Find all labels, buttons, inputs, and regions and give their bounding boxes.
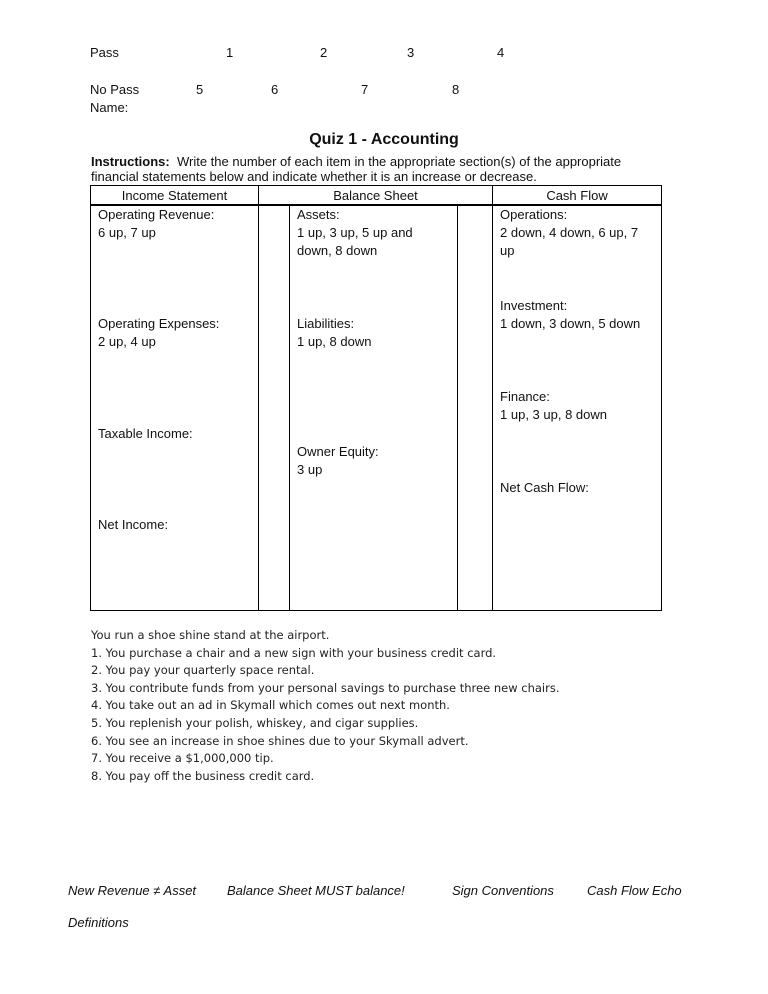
assets-label: Assets: [297, 207, 340, 222]
scenario-item-7: 7. You receive a $1,000,000 tip. [91, 751, 274, 766]
operating-expenses-label: Operating Expenses: [98, 316, 220, 331]
header-income-statement: Income Statement [91, 186, 259, 206]
finance-label: Finance: [500, 389, 550, 404]
nopass-number-7: 7 [361, 82, 369, 97]
scenario-intro: You run a shoe shine stand at the airport. [91, 628, 330, 642]
instructions-text: Write the number of each item in the appropriate section(s) of the appropriate financial statements below and indicate whether it is an increase or decrease. [91, 154, 622, 184]
scenario [91, 627, 560, 785]
scenario-item-4: 4. You take out an ad in Skymall which comes out next month. [91, 698, 450, 713]
cash-flow-cell [493, 205, 662, 611]
operations-value: 2 down, 4 down, 6 up, 7 up [500, 225, 639, 258]
scenario-item-8: 8. You pay off the business credit card. [91, 768, 315, 783]
footer-sign-conventions[interactable]: Sign Conventions [452, 883, 554, 898]
operating-expenses-value: 2 up, 4 up [98, 334, 156, 349]
balance-sheet-cell [290, 205, 458, 611]
scenario-item-1: 1. You purchase a chair and a new sign with your business credit card. [91, 645, 497, 660]
footer-balance-sheet[interactable]: Balance Sheet MUST balance! [227, 883, 405, 898]
income-statement-cell [91, 205, 259, 611]
quiz-title: Quiz 1 - Accounting [309, 131, 459, 148]
scenario-item-5: 5. You replenish your polish, whiskey, and cigar supplies. [91, 715, 419, 730]
owner-equity-label: Owner Equity: [297, 444, 379, 459]
pass-number-4: 4 [497, 45, 505, 60]
net-cash-flow-label: Net Cash Flow: [500, 480, 589, 495]
operating-revenue-label: Operating Revenue: [98, 207, 215, 222]
nopass-number-8: 8 [452, 82, 460, 97]
liabilities-value: 1 up, 8 down [297, 334, 372, 349]
instructions-label: Instructions: [91, 154, 170, 169]
scenario-item-6: 6. You see an increase in shoe shines due to your Skymall advert. [91, 733, 469, 748]
operations-label: Operations: [500, 207, 568, 222]
header-cash-flow: Cash Flow [493, 186, 662, 206]
pass-number-2: 2 [320, 45, 328, 60]
nopass-number-5: 5 [196, 82, 204, 97]
investment-value: 1 down, 3 down, 5 down [500, 316, 641, 331]
operating-revenue-value: 6 up, 7 up [98, 225, 156, 240]
scenario-item-3: 3. You contribute funds from your personal savings to purchase three new chairs. [91, 680, 560, 695]
scenario-item-2: 2. You pay your quarterly space rental. [91, 663, 315, 678]
header-balance-sheet: Balance Sheet [259, 186, 493, 206]
spacer-cell-1 [259, 205, 290, 611]
liabilities-label: Liabilities: [297, 316, 355, 331]
nopass-label: No Pass [90, 82, 140, 97]
nopass-number-6: 6 [271, 82, 279, 97]
net-income-label: Net Income: [98, 517, 169, 532]
pass-number-3: 3 [407, 45, 415, 60]
pass-number-1: 1 [226, 45, 234, 60]
spacer-cell-2 [458, 205, 493, 611]
name-label: Name: [90, 100, 129, 115]
assets-value: 1 up, 3 up, 5 up and down, 8 down [297, 225, 413, 258]
footer-cash-flow-echo[interactable]: Cash Flow Echo [587, 883, 682, 898]
investment-label: Investment: [500, 298, 568, 313]
footer-definitions[interactable]: Definitions [68, 915, 129, 930]
footer-new-revenue[interactable]: New Revenue ≠ Asset [68, 883, 197, 898]
finance-value: 1 up, 3 up, 8 down [500, 407, 608, 422]
financial-statements-table [90, 185, 662, 611]
instructions [91, 154, 671, 184]
pass-label: Pass [90, 45, 119, 60]
owner-equity-value: 3 up [297, 462, 323, 477]
taxable-income-label: Taxable Income: [98, 426, 193, 441]
